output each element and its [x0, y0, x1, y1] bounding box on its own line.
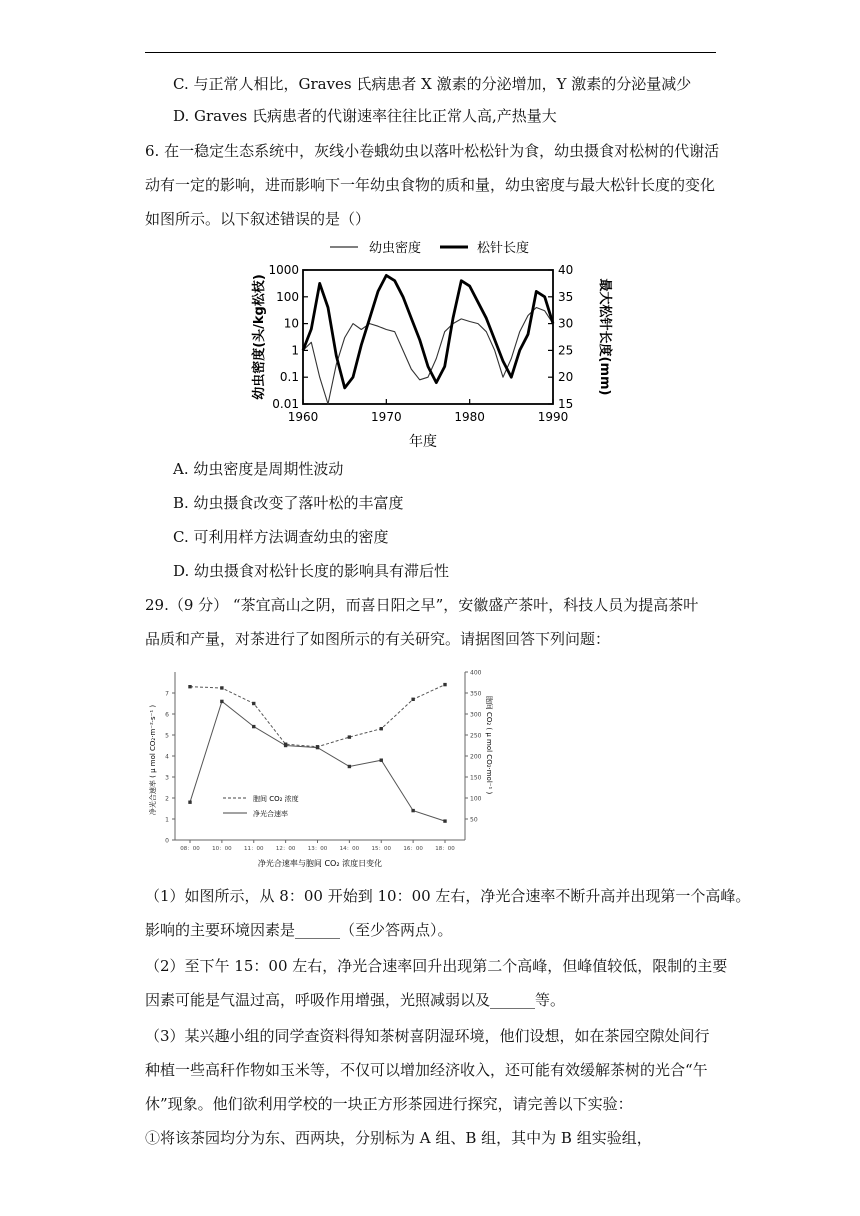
needle-length-line — [303, 275, 553, 388]
rate-point — [252, 725, 255, 728]
y-right-tick-label: 150 — [470, 774, 482, 782]
y-right-tick-label: 50 — [470, 816, 478, 824]
y-right-tick-label: 250 — [470, 732, 482, 740]
chart1-frame — [303, 270, 553, 404]
y-right-tick-label: 40 — [558, 263, 574, 277]
y-left-tick-label: 0 — [165, 837, 169, 845]
legend-label-co2: 胞间 CO₂ 浓度 — [253, 795, 299, 803]
y-left-tick-label: 4 — [165, 753, 169, 761]
chart1-right-axis-label: 最大松针长度(mm) — [597, 278, 612, 396]
legend-label-needle: 松针长度 — [477, 241, 530, 256]
part-1-line-1: （1）如图所示，从 8：00 开始到 10：00 左右，净光合速率不断升高并出现第一个高峰。 — [145, 887, 751, 905]
rate-point — [284, 744, 287, 747]
larva-density-line — [303, 308, 553, 405]
part-2-line-1: （2）至下午 15：00 左右，净光合速率回升出现第二个高峰，但峰值较低，限制的主要 — [145, 957, 728, 975]
question-29-line-1: 29.（9 分） “茶宜高山之阴，而喜日阳之早”，安徽盛产茶叶，科技人员为提高茶叶 — [145, 596, 699, 614]
y-left-tick-label: 7 — [165, 690, 169, 698]
x-tick-label: 18：00 — [435, 846, 455, 852]
x-tick-label: 14：00 — [339, 846, 360, 852]
photosynthesis-co2-chart — [145, 660, 515, 875]
y-left-tick-label: 0.01 — [272, 397, 299, 411]
x-tick-label: 1990 — [537, 410, 569, 424]
x-tick-label: 11：00 — [244, 846, 264, 852]
y-left-tick-label: 5 — [165, 732, 169, 740]
y-right-tick-label: 350 — [470, 690, 482, 698]
y-right-tick-label: 35 — [558, 289, 574, 304]
co2-point — [443, 683, 446, 686]
part-3-line-3: 休”现象。他们欲利用学校的一块正方形茶园进行探究，请完善以下实验： — [145, 1095, 633, 1113]
y-right-tick-label: 400 — [470, 669, 482, 677]
option-6d: D. 幼虫摄食对松针长度的影响具有滞后性 — [173, 562, 450, 580]
co2-point — [188, 685, 191, 688]
y-left-tick-label: 3 — [165, 774, 169, 782]
part-3-line-1: （3）某兴趣小组的同学查资料得知茶树喜阴湿环境，他们设想，如在茶园空隙处间行 — [145, 1027, 710, 1045]
rate-point — [316, 746, 319, 749]
y-right-tick-label: 100 — [470, 795, 482, 803]
y-right-tick-label: 20 — [558, 370, 574, 385]
y-right-tick-label: 15 — [558, 397, 574, 411]
rate-point — [348, 765, 351, 768]
y-left-tick-label: 1000 — [268, 263, 299, 277]
part-3-line-2: 种植一些高秆作物如玉米等，不仅可以增加经济收入，还可能有效缓解茶树的光合“午 — [145, 1061, 708, 1079]
chart2-legend — [223, 794, 299, 818]
rate-point — [220, 700, 223, 703]
rate-point — [188, 801, 191, 804]
legend-label-density: 幼虫密度 — [369, 241, 422, 256]
y-left-tick-label: 2 — [165, 795, 169, 803]
option-6c: C. 可利用样方法调查幼虫的密度 — [173, 528, 389, 546]
legend-label-rate: 净光合速率 — [253, 810, 288, 818]
x-tick-label: 10：00 — [212, 846, 232, 852]
x-tick-label: 08：00 — [180, 846, 200, 852]
x-tick-label: 1970 — [371, 410, 402, 424]
y-right-tick-label: 300 — [470, 711, 482, 719]
y-left-tick-label: 1 — [291, 343, 299, 358]
larva-needle-chart — [245, 232, 615, 454]
part-3-line-4: ①将该茶园均分为东、西两块，分别标为 A 组、B 组，其中为 B 组实验组， — [145, 1129, 652, 1147]
chart1-legend — [330, 240, 529, 256]
option-6a: A. 幼虫密度是周期性波动 — [173, 460, 344, 478]
x-tick-label: 12：00 — [275, 846, 296, 852]
chart1-x-axis-label: 年度 — [409, 434, 437, 450]
rate-point — [443, 819, 446, 822]
part-2-line-2: 因素可能是气温过高，呼吸作用增强，光照减弱以及______等。 — [145, 991, 566, 1009]
y-left-tick-label: 1 — [165, 816, 169, 824]
y-right-tick-label: 200 — [470, 753, 482, 761]
option-6b: B. 幼虫摄食改变了落叶松的丰富度 — [173, 494, 404, 512]
part-1-line-2: 影响的主要环境因素是______（至少答两点）。 — [145, 921, 453, 939]
net-photosynthesis-line — [190, 701, 445, 821]
rate-point — [411, 809, 414, 812]
x-tick-label: 1960 — [287, 410, 319, 424]
question-6-line-3: 如图所示。以下叙述错误的是（） — [145, 210, 371, 228]
co2-point — [220, 686, 223, 689]
co2-point — [411, 698, 414, 701]
y-right-tick-label: 30 — [558, 316, 574, 331]
y-left-tick-label: 0.1 — [279, 370, 299, 385]
co2-concentration-line — [190, 685, 445, 747]
question-29-line-2: 品质和产量，对茶进行了如图所示的有关研究。请据图回答下列问题： — [145, 630, 611, 648]
y-left-tick-label: 100 — [276, 289, 299, 304]
x-tick-label: 1980 — [454, 410, 485, 424]
rate-point — [380, 759, 383, 762]
y-right-tick-label: 25 — [558, 343, 574, 358]
chart1-left-axis-label: 幼虫密度(头/kg松枝) — [252, 274, 267, 400]
question-6-line-2: 动有一定的影响，进而影响下一年幼虫食物的质和量，幼虫密度与最大松针长度的变化 — [145, 176, 716, 194]
y-left-tick-label: 6 — [165, 711, 169, 719]
chart2-title: 净光合速率与胞间 CO₂ 浓度日变化 — [257, 859, 383, 868]
option-d: D. Graves 氏病患者的代谢速率往往比正常人高,产热量大 — [173, 107, 557, 125]
co2-point — [380, 727, 383, 730]
y-left-tick-label: 10 — [283, 316, 299, 331]
x-tick-label: 16：00 — [403, 846, 423, 852]
option-c: C. 与正常人相比，Graves 氏病患者 X 激素的分泌增加，Y 激素的分泌量减少 — [173, 75, 692, 93]
question-6-line-1: 6. 在一稳定生态系统中，灰线小卷蛾幼虫以落叶松松针为食，幼虫摄食对松树的代谢活 — [145, 142, 720, 160]
co2-point — [252, 702, 255, 705]
chart2-right-axis-label: 胞间 CO₂ ( μ mol CO₂·mol⁻¹ ) — [485, 695, 493, 795]
co2-point — [348, 735, 351, 738]
top-rule — [145, 52, 716, 53]
x-tick-label: 15：00 — [371, 846, 391, 852]
chart2-left-axis-label: 净光合速率 ( μ mol CO₂·m⁻²·s⁻¹ ) — [149, 704, 157, 816]
x-tick-label: 13：00 — [307, 846, 328, 852]
